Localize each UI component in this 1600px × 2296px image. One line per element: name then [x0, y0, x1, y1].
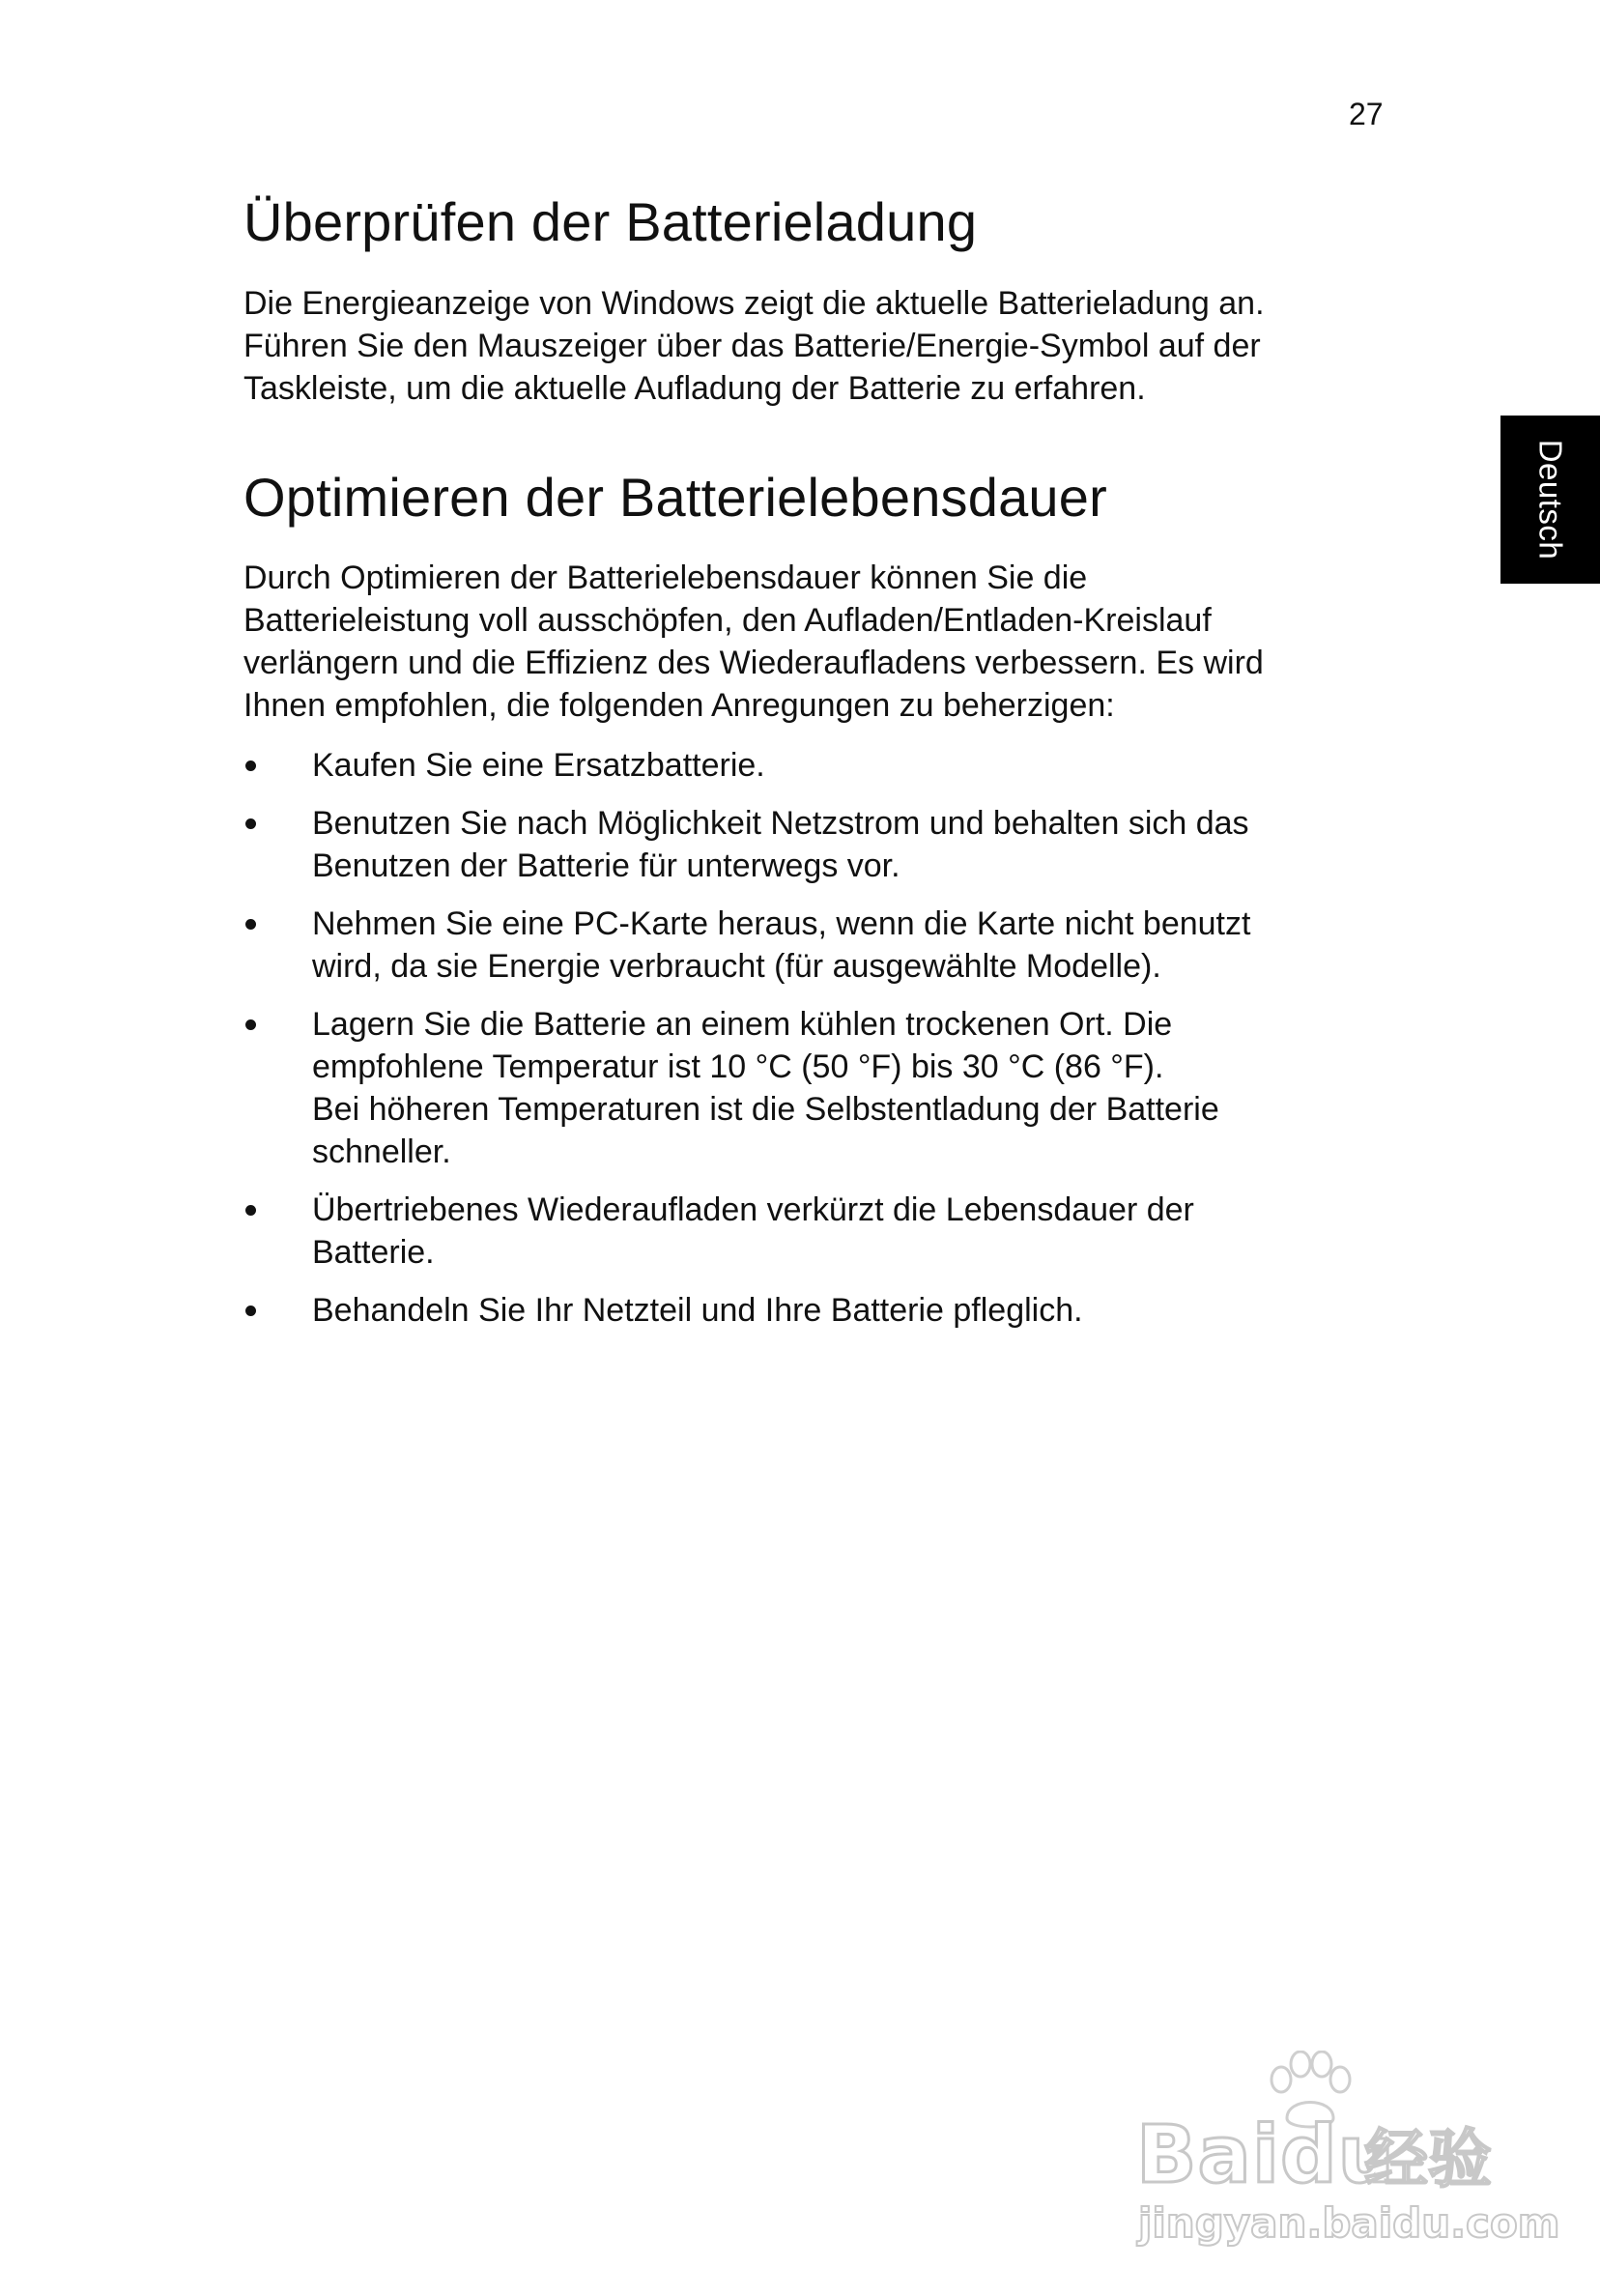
page-number: 27: [1349, 97, 1384, 131]
list-item: [243, 1289, 1403, 1332]
bullet-icon: [245, 1306, 256, 1316]
watermark-logo-text: Baidu: [1136, 2109, 1396, 2201]
battery-life-paragraph: Durch Optimieren der Batterielebensdauer können Sie die Batterieleistung voll ausschöpfen, den Aufladen/Entladen-Kreislauf verlängern und die Effizienz des Wiederaufladens verbessern. Es wird Ihnen empfohlen, die folgenden Anregungen zu beherzigen:: [243, 560, 1264, 724]
bullet-icon: [245, 761, 256, 771]
list-item: [243, 1003, 1403, 1173]
list-item: [243, 802, 1403, 887]
section-heading-battery-level: Überprüfen der Batterieladung: [243, 191, 978, 252]
list-item-text: Lagern Sie die Batterie an einem kühlen trockenen Ort. Die empfohlene Temperatur ist 10 °C (50 °F) bis 30 °C (86 °F). Bei höheren Temperaturen ist die Selbstentladung der Batterie schneller.: [312, 1006, 1219, 1170]
page-content: [243, 184, 1403, 1347]
watermark-url: jingyan.baidu.com: [1138, 2199, 1560, 2247]
section-heading-battery-life: Optimieren der Batterielebensdauer: [243, 467, 1107, 528]
battery-level-paragraph: Die Energieanzeige von Windows zeigt die aktuelle Batterieladung an. Führen Sie den Mauszeiger über das Batterie/Energie-Symbol auf der Taskleiste, um die aktuelle Aufladung der Batterie zu erfahren.: [243, 285, 1265, 407]
list-item-text: Übertriebenes Wiederaufladen verkürzt die Lebensdauer der Batterie.: [312, 1191, 1194, 1271]
battery-tips-list: [243, 744, 1403, 1332]
language-tab: [1500, 416, 1600, 584]
watermark-chinese-text: 经验: [1364, 2123, 1492, 2195]
baidu-watermark: [1129, 2045, 1560, 2248]
list-item-text: Behandeln Sie Ihr Netzteil und Ihre Batterie pfleglich.: [312, 1292, 1083, 1329]
bullet-icon: [245, 1019, 256, 1030]
bullet-icon: [245, 919, 256, 930]
bullet-icon: [245, 1205, 256, 1216]
language-tab-label: Deutsch: [1532, 439, 1569, 560]
list-item: [243, 903, 1403, 988]
list-item-text: Kaufen Sie eine Ersatzbatterie.: [312, 747, 765, 784]
bullet-icon: [245, 818, 256, 829]
list-item: [243, 1189, 1403, 1274]
list-item-text: Nehmen Sie eine PC-Karte heraus, wenn die Karte nicht benutzt wird, da sie Energie verbraucht (für ausgewählte Modelle).: [312, 905, 1251, 985]
list-item-text: Benutzen Sie nach Möglichkeit Netzstrom und behalten sich das Benutzen der Batterie für unterwegs vor.: [312, 805, 1249, 884]
list-item: [243, 744, 1403, 787]
